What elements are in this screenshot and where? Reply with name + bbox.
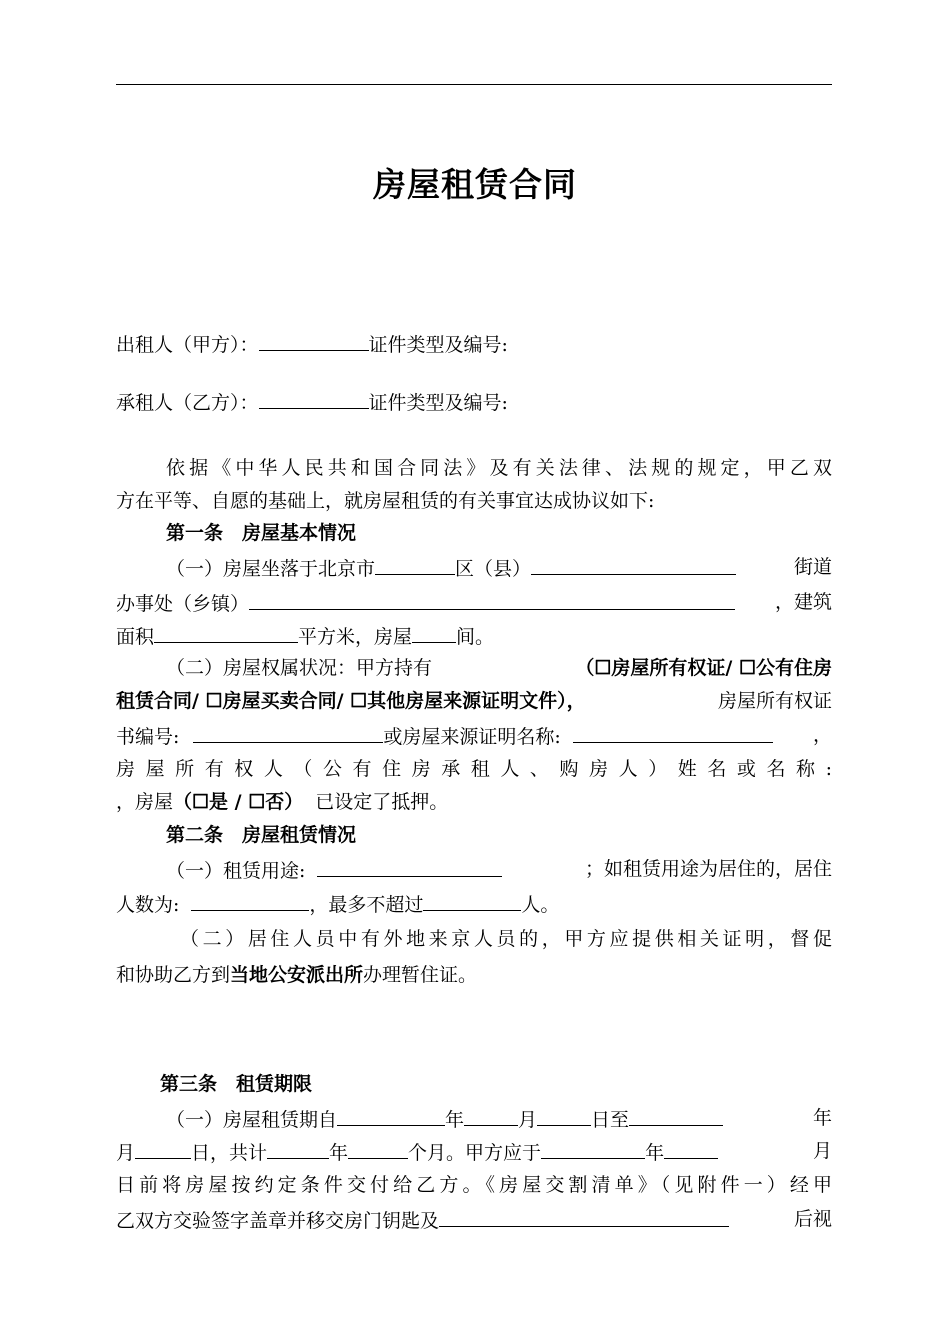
occupants-blank[interactable] bbox=[191, 890, 309, 911]
preamble-line-2: 方在平等、自愿的基础上，就房屋租赁的有关事宜达成协议如下: bbox=[116, 490, 655, 512]
party-b-label: 承租人（乙方）： bbox=[116, 392, 259, 414]
party-b-line bbox=[116, 388, 508, 416]
article-1-p2-line-1: （二）房屋权属状况：甲方持有 （☐房屋所有权证/ ☐公有住房 bbox=[166, 657, 832, 679]
page-title: 房屋租赁合同 bbox=[373, 165, 577, 204]
party-b-id-label: 证件类型及编号: bbox=[368, 392, 508, 414]
article-1-p2-line-3: 书编号: 或房屋来源证明名称: ， bbox=[116, 724, 832, 748]
article-1-p1-line-3: 面积 平方米，房屋 间。 bbox=[116, 622, 494, 650]
header-rule bbox=[116, 84, 832, 85]
article-2-p1-line-1: （一）租赁用途: ；如租赁用途为居住的，居住 bbox=[166, 858, 832, 882]
article-1-p1-line-2: 办事处（乡镇） ，建筑 bbox=[116, 591, 832, 615]
rooms-blank[interactable] bbox=[412, 622, 456, 643]
party-a-name-blank[interactable] bbox=[259, 330, 369, 351]
article-3-p1-line-2: 月 日，共计 年 个月。甲方应于 年 月 bbox=[116, 1140, 832, 1164]
street-blank[interactable] bbox=[531, 554, 736, 575]
article-3-p1-line-3: 日前将房屋按约定条件交付给乙方。《房屋交割清单》（见附件一）经甲 bbox=[116, 1174, 832, 1196]
article-1-heading: 第一条 房屋基本情况 bbox=[166, 522, 357, 544]
party-a-line bbox=[116, 330, 508, 358]
usage-blank[interactable] bbox=[317, 856, 502, 877]
article-2-p2-line-2: 和协助乙方到当地公安派出所办理暂住证。 bbox=[116, 964, 478, 986]
party-b-name-blank[interactable] bbox=[259, 388, 369, 409]
total-months-blank[interactable] bbox=[348, 1138, 408, 1159]
preamble-line-1: 依据《中华人民共和国合同法》及有关法律、法规的规定，甲乙双 bbox=[166, 457, 832, 479]
party-a-label: 出租人（甲方）： bbox=[116, 334, 259, 356]
start-year-blank[interactable] bbox=[337, 1105, 445, 1126]
township-blank[interactable] bbox=[249, 589, 735, 610]
end-month-blank[interactable] bbox=[135, 1138, 191, 1159]
handover-items-blank[interactable] bbox=[439, 1206, 729, 1227]
article-2-p1-line-2: 人数为: ，最多不超过 人。 bbox=[116, 890, 559, 918]
end-year-blank[interactable] bbox=[629, 1105, 723, 1126]
ownership-options-1[interactable]: （☐房屋所有权证/ ☐公有住房 bbox=[575, 657, 832, 679]
article-2-p2-line-1: （二）居住人员中有外地来京人员的，甲方应提供相关证明，督促 bbox=[180, 928, 832, 950]
max-occupants-blank[interactable] bbox=[423, 890, 521, 911]
start-month-blank[interactable] bbox=[464, 1105, 518, 1126]
source-document-blank[interactable] bbox=[573, 722, 773, 743]
area-blank[interactable] bbox=[154, 622, 298, 643]
ownership-options-2[interactable]: 租赁合同/ ☐房屋买卖合同/ ☐其他房屋来源证明文件）， bbox=[116, 690, 586, 712]
start-day-blank[interactable] bbox=[537, 1105, 591, 1126]
mortgage-options[interactable]: （☐是 / ☐否） bbox=[173, 791, 304, 813]
article-1-p2-line-5: ，房屋（☐是 / ☐否） 已设定了抵押。 bbox=[116, 791, 449, 813]
police-station-text: 当地公安派出所 bbox=[230, 964, 364, 986]
certificate-number-blank[interactable] bbox=[193, 722, 383, 743]
district-blank[interactable] bbox=[375, 554, 455, 575]
party-a-id-label: 证件类型及编号: bbox=[368, 334, 508, 356]
total-years-blank[interactable] bbox=[267, 1138, 329, 1159]
article-3-p1-line-4: 乙双方交验签字盖章并移交房门钥匙及 后视 bbox=[116, 1208, 832, 1232]
delivery-month-blank[interactable] bbox=[664, 1138, 718, 1159]
article-1-p2-line-2: 租赁合同/ ☐房屋买卖合同/ ☐其他房屋来源证明文件）， 房屋所有权证 bbox=[116, 690, 832, 712]
delivery-year-blank[interactable] bbox=[541, 1138, 645, 1159]
article-1-p1-line-1: （一）房屋坐落于北京市 区（县） 街道 bbox=[166, 556, 832, 580]
article-3-heading: 第三条 租赁期限 bbox=[160, 1073, 313, 1095]
article-3-p1-line-1: （一）房屋租赁期自 年 月 日至 年 bbox=[166, 1107, 832, 1131]
article-1-p2-line-4: 房屋所有权人（公有住房承租人、购房人）姓名或名称: bbox=[116, 758, 832, 780]
article-2-heading: 第二条 房屋租赁情况 bbox=[166, 824, 357, 846]
